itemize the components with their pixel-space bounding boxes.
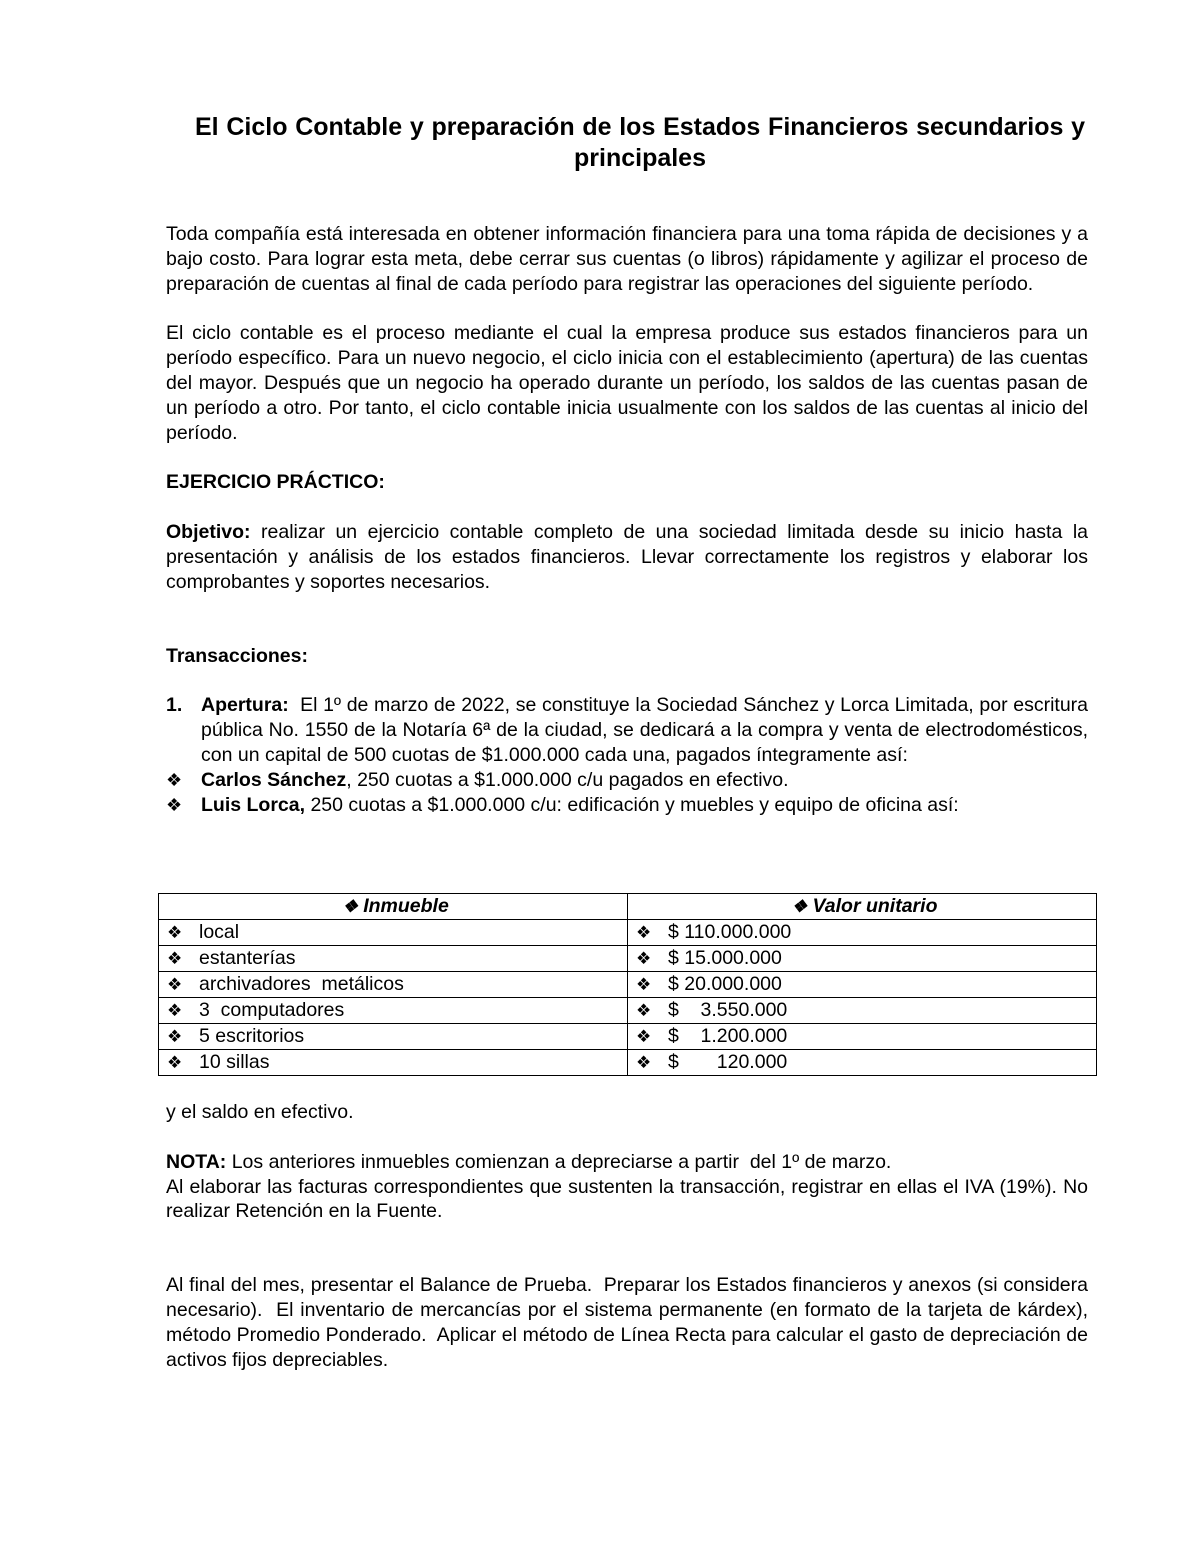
table-row	[159, 1024, 1097, 1050]
value-cell	[628, 1050, 1097, 1076]
header-value-text: Valor unitario	[812, 895, 938, 917]
item-body	[201, 693, 1094, 767]
objective-label: Objetivo:	[166, 521, 251, 544]
table-row	[159, 972, 1097, 998]
table-row	[159, 920, 1097, 946]
partner-name: Carlos Sánchez	[201, 768, 347, 791]
objective-paragraph	[166, 520, 1088, 594]
item-text: El 1º de marzo de 2022, se constituye la Sociedad Sánchez y Lorca Limitada, por escritura pública No. 1550 de la Notaría 6ª de la ciudad, se dedicará a la compra y venta de electrodomésticos, con un capital de 500 cuotas de $1.000.000 cada una, pagados íntegramente así:	[201, 694, 1094, 766]
item-name: 3 computadores	[199, 999, 345, 1021]
document-title: El Ciclo Contable y preparación de los Estados Financieros secundarios y principales	[195, 113, 1085, 172]
transactions-heading-text: Transacciones:	[166, 644, 308, 667]
assets-table	[158, 893, 1097, 1076]
table-row	[159, 998, 1097, 1024]
value-cell	[628, 972, 1097, 998]
item-name: 5 escritorios	[199, 1025, 305, 1047]
table-row	[159, 946, 1097, 972]
partner-text: , 250 cuotas a $1.000.000 c/u pagados en efectivo.	[346, 768, 789, 791]
note-text: Los anteriores inmuebles comienzan a depreciarse a partir del 1º de marzo.	[226, 1150, 892, 1173]
table-row	[159, 1050, 1097, 1076]
item-cell	[159, 946, 628, 972]
note-line-2: Al elaborar las facturas correspondientes que sustenten la transacción, registrar en ellas el IVA (19%). No realizar Retención en la Fuente.	[166, 1175, 1088, 1223]
partner-name: Luis Lorca,	[201, 793, 306, 816]
item-value: $ 120.000	[668, 1051, 788, 1073]
diamond-bullet-icon: ❖	[167, 923, 183, 942]
item-name: 10 sillas	[199, 1051, 270, 1073]
item-value: $ 1.200.000	[668, 1025, 788, 1047]
transaction-item-1	[166, 693, 1094, 767]
transactions-heading	[166, 644, 1088, 669]
item-name: archivadores metálicos	[199, 973, 404, 995]
diamond-bullet-icon: ❖	[342, 897, 358, 916]
cycle-paragraph: El ciclo contable es el proceso mediante el cual la empresa produce sus estados financieros para un período específico. Para un nuevo negocio, el ciclo inicia con el establecimiento (apertura) de las cuentas del mayor. Después que un negocio ha operado durante un período, los saldos de las cuentas pasan de un período a otro. Por tanto, el ciclo contable inicia usualmente con los saldos de las cuentas al inicio del período.	[166, 322, 1088, 444]
item-cell	[159, 998, 628, 1024]
note-line-1	[166, 1150, 1088, 1175]
diamond-bullet-icon: ❖	[167, 1001, 183, 1020]
diamond-bullet-icon: ❖	[166, 769, 183, 790]
header-cell-value	[628, 894, 1097, 920]
partner-bullet-2	[166, 793, 1088, 818]
item-cell	[159, 972, 628, 998]
item-value: $ 3.550.000	[668, 999, 788, 1021]
diamond-bullet-icon: ❖	[167, 975, 183, 994]
exercise-heading	[166, 470, 1088, 495]
item-cell	[159, 1050, 628, 1076]
item-number: 1.	[166, 694, 183, 717]
diamond-bullet-icon: ❖	[636, 923, 652, 942]
diamond-bullet-icon: ❖	[166, 794, 183, 815]
item-name: local	[199, 921, 240, 943]
item-cell	[159, 920, 628, 946]
diamond-bullet-icon: ❖	[167, 949, 183, 968]
exercise-heading-text: EJERCICIO PRÁCTICO:	[166, 471, 385, 494]
diamond-bullet-icon: ❖	[636, 1001, 652, 1020]
bullet-body	[201, 793, 959, 818]
item-label: Apertura:	[201, 694, 289, 717]
header-item-text: Inmueble	[363, 895, 449, 917]
value-cell	[628, 998, 1097, 1024]
value-cell	[628, 1024, 1097, 1050]
final-instructions-paragraph: Al final del mes, presentar el Balance de Prueba. Preparar los Estados financieros y anexos (si considera necesario). El inventario de mercancías por el sistema permanente (en formato de la tarjeta de kárdex), método Promedio Ponderado. Aplicar el método de Línea Recta para calcular el gasto de depreciación de activos fijos depreciables.	[166, 1274, 1094, 1371]
value-cell	[628, 920, 1097, 946]
note-label: NOTA:	[166, 1150, 227, 1173]
post-table-section	[166, 1100, 1094, 1372]
bullet-body	[201, 768, 789, 793]
item-name: estanterías	[199, 947, 296, 969]
intro-paragraph: Toda compañía está interesada en obtener información financiera para una toma rápida de decisiones y a bajo costo. Para lograr esta meta, debe cerrar sus cuentas (o libros) rápidamente y agilizar el proceso de preparación de cuentas al final de cada período para registrar las operaciones del siguiente período.	[166, 223, 1088, 295]
item-value: $ 110.000.000	[668, 921, 792, 943]
value-cell	[628, 946, 1097, 972]
partner-bullet-1	[166, 768, 1088, 793]
table-header-row	[159, 894, 1097, 920]
partner-text: 250 cuotas a $1.000.000 c/u: edificación y muebles y equipo de oficina así:	[305, 793, 959, 816]
diamond-bullet-icon: ❖	[791, 897, 808, 916]
diamond-bullet-icon: ❖	[167, 1027, 183, 1046]
item-cell	[159, 1024, 628, 1050]
diamond-bullet-icon: ❖	[636, 975, 652, 994]
diamond-bullet-icon: ❖	[636, 1053, 652, 1072]
diamond-bullet-icon: ❖	[636, 1027, 652, 1046]
diamond-bullet-icon: ❖	[167, 1053, 183, 1072]
header-cell-item	[159, 894, 628, 920]
objective-text: realizar un ejercicio contable completo de una sociedad limitada desde su inicio hasta la presentación y análisis de los estados financieros. Llevar correctamente los registros y elaborar los comprobantes y soportes necesarios.	[166, 521, 1088, 593]
cash-balance-line: y el saldo en efectivo.	[166, 1101, 354, 1123]
item-value: $ 15.000.000	[668, 947, 782, 969]
diamond-bullet-icon: ❖	[636, 949, 652, 968]
document-body	[166, 112, 1094, 817]
item-value: $ 20.000.000	[668, 973, 782, 995]
